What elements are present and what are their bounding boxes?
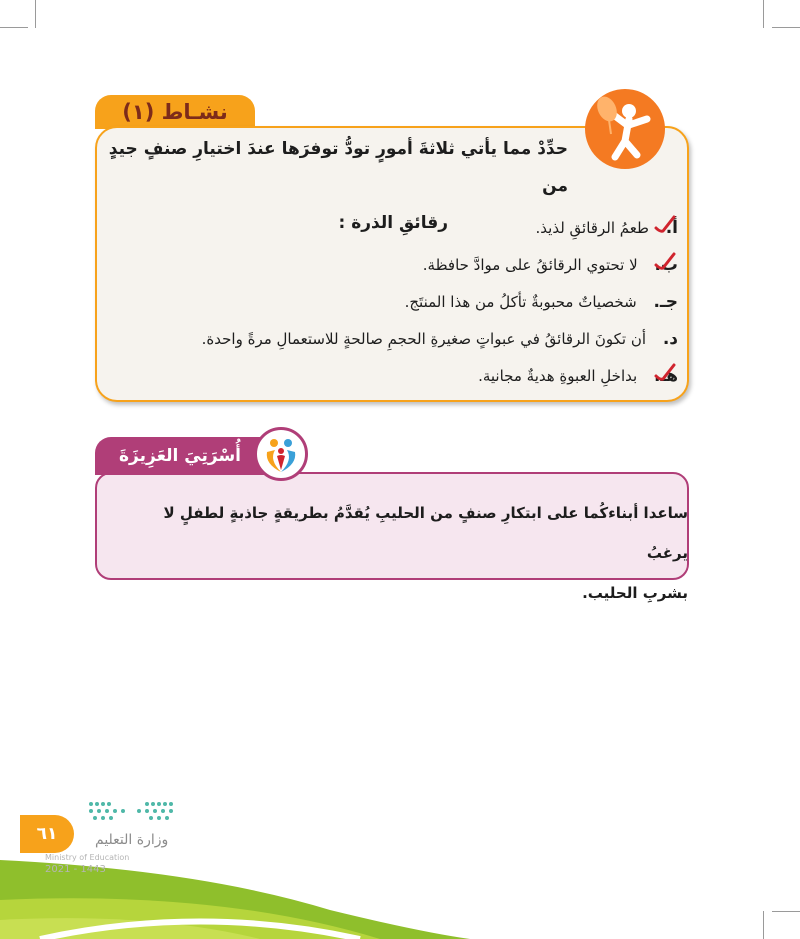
family-tab-label: أُسْرَتِيَ العَزِيزَةَ bbox=[119, 446, 241, 466]
option-item bbox=[202, 329, 678, 349]
option-text: لا تحتوي الرقائقُ على موادَّ حافظة. bbox=[422, 256, 638, 274]
option-text: طعمُ الرقائقِ لذيذ. bbox=[535, 219, 649, 237]
family-text-line-1: ساعدا أبناءكُما على ابتكارِ صنفٍ من الحليبِ يُقدَّمُ بطريقةٍ جاذبةٍ لطفلٍ لا يرغبُ bbox=[163, 504, 688, 562]
checkmark-icon bbox=[654, 251, 676, 271]
activity-person-icon bbox=[585, 89, 665, 169]
family-text-line-2: بشربِ الحليب. bbox=[582, 584, 688, 602]
crop-mark bbox=[763, 0, 764, 28]
option-text: شخصياتٌ محبوبةٌ تأكلُ من هذا المنتَج. bbox=[404, 293, 637, 311]
option-item bbox=[423, 255, 678, 275]
ministry-logo-dots bbox=[87, 800, 177, 822]
activity-tab-label: نشـاط (١) bbox=[122, 100, 228, 124]
checkmark-icon bbox=[654, 362, 676, 382]
option-text: أن تكونَ الرقائقُ في عبواتٍ صغيرةِ الحجمِ صالحةٍ للاستعمالِ مرةً واحدة. bbox=[201, 330, 647, 348]
option-letter: جـ. bbox=[653, 292, 678, 312]
crop-mark bbox=[772, 27, 800, 28]
crop-mark bbox=[0, 27, 28, 28]
question-line-1: حدِّدْ مما يأتي ثلاثةَ أمورٍ تودُّ توفرَها عندَ اختيارِ صنفٍ جيدٍ من bbox=[108, 139, 568, 196]
option-text: بداخلِ العبوةِ هديةٌ مجانية. bbox=[478, 367, 638, 385]
ministry-year: 2021 - 1443 bbox=[45, 864, 106, 875]
checkmark-icon bbox=[654, 214, 676, 234]
question-text bbox=[108, 131, 568, 242]
option-item bbox=[478, 366, 678, 386]
page-number: ٦١ bbox=[36, 824, 58, 844]
page-number-badge bbox=[20, 815, 74, 853]
option-letter: د. bbox=[662, 329, 678, 349]
crop-mark bbox=[772, 911, 800, 912]
ministry-name-ar: وزارة التعليم bbox=[95, 832, 169, 848]
ministry-name-en: Ministry of Education bbox=[45, 853, 130, 862]
option-item bbox=[405, 292, 678, 312]
option-letter: أ. bbox=[665, 218, 678, 238]
question-line-2: رقائقِ الذرة : bbox=[338, 213, 448, 233]
family-text bbox=[133, 493, 688, 613]
crop-mark bbox=[763, 911, 764, 939]
crop-mark bbox=[35, 0, 36, 28]
option-letter: ب. bbox=[654, 255, 678, 275]
activity-tab bbox=[95, 95, 255, 129]
family-icon bbox=[254, 427, 308, 481]
option-letter: هـ. bbox=[653, 366, 678, 386]
